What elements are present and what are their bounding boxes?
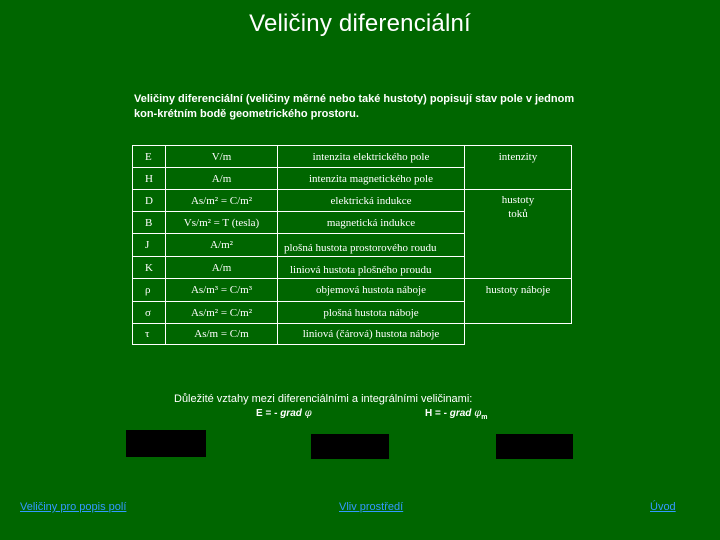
group-label-hustoty-toku [465, 193, 571, 221]
table-cell-name: intenzita magnetického pole [308, 172, 433, 185]
formula-lhs: E = - [256, 408, 281, 419]
intro-paragraph: Veličiny diferenciální (veličiny měrné nebo také hustoty) popisují stav pole v jednom kon-krétním bodě geometrického prostoru. [134, 93, 575, 120]
placeholder-box-left [126, 430, 206, 457]
table-border [464, 145, 465, 345]
table-cell-name: elektrická indukce [330, 194, 412, 207]
formula-lhs: H = - [425, 408, 450, 419]
table-cell-unit: Vs/m² = T (tesla) [183, 216, 260, 229]
table-cell-symbol: K [145, 261, 153, 274]
formula-phi: φ [474, 408, 482, 419]
group-label-line: toků [508, 208, 528, 220]
group-label-intenzity: intenzity [498, 150, 538, 163]
formula-operator: grad [280, 408, 302, 419]
table-cell-symbol: J [145, 239, 150, 251]
table-cell-name: liniová hustota plošného proudu [290, 264, 432, 276]
table-border [571, 190, 572, 279]
table-cell-name: liniová (čárová) hustota náboje [302, 328, 440, 340]
table-cell-name: magnetická indukce [326, 216, 416, 229]
formula-e [256, 408, 312, 419]
quantities-table [132, 145, 572, 345]
group-label-line: hustoty [501, 194, 535, 206]
table-cell-unit: As/m² = C/m² [190, 194, 253, 207]
relations-heading: Důležité vztahy mezi diferenciálními a integrálními veličinami: [174, 393, 473, 405]
table-cell-symbol: ρ [145, 284, 151, 296]
table-cell-symbol: τ [145, 328, 150, 340]
table-cell-unit: As/m = C/m [194, 328, 249, 340]
formula-subscript: m [481, 414, 488, 421]
table-cell-symbol: D [145, 194, 153, 207]
table-border [571, 145, 572, 190]
table-cell-symbol: E [145, 150, 152, 163]
formula-h [425, 408, 487, 421]
table-cell-symbol: B [145, 216, 153, 229]
table-cell-unit: As/m³ = C/m³ [190, 284, 253, 296]
table-cell-symbol: H [145, 172, 153, 185]
table-cell-unit: A/m² [210, 239, 233, 251]
table-cell-unit: As/m² = C/m² [190, 306, 253, 319]
link-uvod[interactable]: Úvod [650, 501, 676, 513]
slide-title: Veličiny diferenciální [249, 10, 471, 37]
group-label-hustoty-naboje: hustoty náboje [485, 284, 551, 296]
table-cell-name: objemová hustota náboje [316, 284, 426, 296]
placeholder-box-right [496, 434, 573, 459]
formula-operator: grad [449, 408, 472, 419]
table-cell-unit: A/m [211, 261, 232, 274]
table-cell-symbol: σ [145, 306, 151, 319]
table-cell-name: intenzita elektrického pole [312, 150, 430, 163]
link-velicny-pro-popis-poli[interactable]: Veličiny pro popis polí [20, 501, 127, 513]
table-cell-name: plošná hustota prostorového roudu [284, 242, 437, 254]
table-cell-unit: V/m [211, 150, 232, 163]
link-vliv-prostredi[interactable]: Vliv prostředí [339, 501, 404, 513]
formula-phi: φ [304, 408, 312, 419]
table-border [132, 344, 464, 345]
table-cell-unit: A/m [211, 172, 232, 185]
placeholder-box-center [311, 434, 389, 459]
table-border [571, 279, 572, 323]
table-cell-name: plošná hustota náboje [323, 306, 419, 319]
